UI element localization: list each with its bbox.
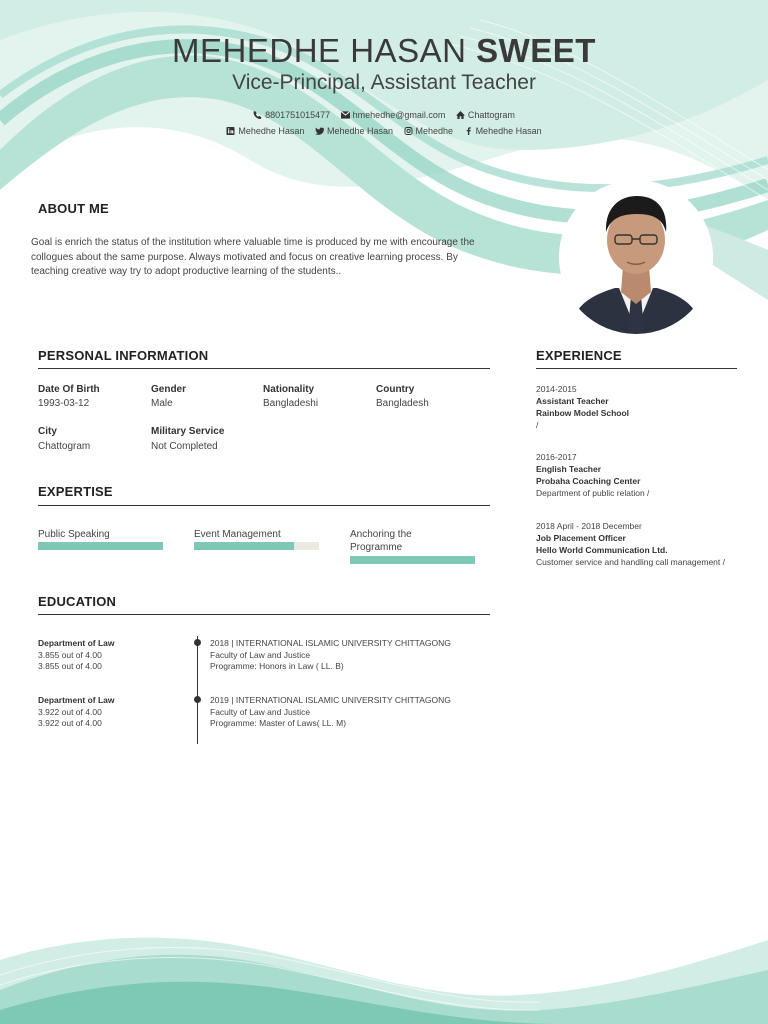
education-entry-left (38, 695, 115, 730)
envelope-icon (341, 111, 350, 119)
exp-desc: Department of public relation / (536, 488, 650, 498)
education-entry-left (38, 638, 115, 673)
facebook-icon (464, 127, 473, 135)
skill-name: Event Management (194, 529, 281, 540)
instagram-item[interactable] (404, 126, 456, 136)
dob-value: 1993-03-12 (38, 398, 90, 409)
location-item (456, 110, 515, 120)
edu-programme: Programme: Honors in Law ( LL. B) (210, 661, 344, 671)
edu-gpa: 3.922 out of 4.00 (38, 718, 102, 728)
instagram-icon (404, 127, 413, 135)
education-entry-right (210, 695, 451, 730)
phone-text: 8801751015477 (265, 110, 331, 120)
skill-name: Anchoring the Programme (350, 529, 412, 553)
timeline-dot (194, 696, 201, 703)
timeline-dot (194, 639, 201, 646)
first-name: MEHEDHE HASAN (172, 32, 467, 69)
edu-gpa: 3.855 out of 4.00 (38, 649, 102, 660)
nationality-label: Nationality (263, 384, 315, 395)
exp-desc: / (536, 420, 539, 430)
experience-entry (536, 520, 726, 568)
military-value: Not Completed (151, 441, 218, 452)
location-text: Chattogram (467, 110, 515, 120)
linkedin-text: Mehedhe Hasan (238, 126, 305, 136)
profile-photo (559, 180, 713, 334)
skill-bar (194, 542, 319, 550)
skill-bar (350, 556, 475, 564)
education-title: EDUCATION (38, 594, 117, 609)
contact-row-primary (0, 110, 768, 120)
facebook-text: Mehedhe Hasan (475, 126, 542, 136)
exp-role: Job Placement Officer (536, 533, 626, 543)
skill-bar-fill (350, 556, 475, 564)
phone-icon (253, 111, 262, 119)
skill-bar-fill (194, 542, 294, 550)
skill-bar-fill (38, 542, 163, 550)
education-timeline (197, 636, 198, 744)
experience-entry (536, 451, 726, 499)
education-divider (38, 614, 490, 615)
dob-label: Date Of Birth (38, 384, 100, 395)
edu-gpa: 3.922 out of 4.00 (38, 706, 102, 717)
skill-name: Public Speaking (38, 529, 110, 540)
exp-period: 2016-2017 (536, 452, 577, 462)
gender-value: Male (151, 398, 173, 409)
experience-divider (536, 368, 737, 369)
experience-entry (536, 383, 726, 431)
skill-bar (38, 542, 163, 550)
edu-faculty: Faculty of Law and Justice (210, 706, 311, 717)
about-text: Goal is enrich the status of the institution where valuable time is produced by me with encourage the collogues about the same purpose. Always motivated and focus on creative learning process. By teaching creative way try to adopt productive learning of the students.. (31, 237, 475, 277)
instagram-text: Mehedhe (415, 126, 454, 136)
city-value: Chattogram (38, 441, 91, 452)
email-item[interactable] (341, 110, 448, 120)
edu-gpa: 3.855 out of 4.00 (38, 661, 102, 671)
exp-role: Assistant Teacher (536, 396, 609, 406)
military-label: Military Service (151, 426, 225, 437)
nationality-value: Bangladeshi (263, 398, 319, 409)
personal-info-title: PERSONAL INFORMATION (38, 348, 209, 363)
edu-programme: Programme: Master of Laws( LL. M) (210, 718, 347, 728)
country-label: Country (376, 384, 415, 395)
contact-row-social (0, 126, 768, 136)
twitter-icon (315, 127, 324, 135)
education-entry-right (210, 638, 451, 673)
exp-role: English Teacher (536, 464, 602, 474)
twitter-item[interactable] (315, 126, 396, 136)
personal-info-divider (38, 368, 490, 369)
email-text: hmehedhe@gmail.com (352, 110, 446, 120)
gender-label: Gender (151, 384, 187, 395)
exp-org: Probaha Coaching Center (536, 476, 641, 486)
home-icon (456, 111, 465, 119)
edu-institution: 2019 | INTERNATIONAL ISLAMIC UNIVERSITY CHITTAGONG (210, 695, 451, 705)
expertise-title: EXPERTISE (38, 484, 113, 499)
exp-desc: Customer service and handling call management / (536, 557, 725, 567)
edu-dept: Department of Law (38, 638, 115, 648)
facebook-item[interactable] (464, 126, 542, 136)
exp-period: 2018 April - 2018 December (536, 521, 642, 531)
edu-faculty: Faculty of Law and Justice (210, 649, 311, 660)
last-name: SWEET (476, 32, 596, 69)
phone-item[interactable] (253, 110, 333, 120)
edu-institution: 2018 | INTERNATIONAL ISLAMIC UNIVERSITY CHITTAGONG (210, 638, 451, 648)
exp-period: 2014-2015 (536, 384, 577, 394)
experience-title: EXPERIENCE (536, 348, 622, 363)
about-title: ABOUT ME (38, 201, 109, 216)
exp-org: Hello World Communication Ltd. (536, 545, 668, 555)
linkedin-icon (226, 127, 235, 135)
resume-header (0, 32, 768, 96)
exp-org: Rainbow Model School (536, 408, 630, 418)
job-title: Vice-Principal, Assistant Teacher (232, 71, 536, 94)
country-value: Bangladesh (376, 398, 429, 409)
portrait-illustration (559, 180, 713, 334)
edu-dept: Department of Law (38, 695, 115, 705)
twitter-text: Mehedhe Hasan (326, 126, 393, 136)
expertise-divider (38, 505, 490, 506)
person-name (0, 32, 768, 70)
linkedin-item[interactable] (226, 126, 307, 136)
city-label: City (38, 426, 57, 437)
